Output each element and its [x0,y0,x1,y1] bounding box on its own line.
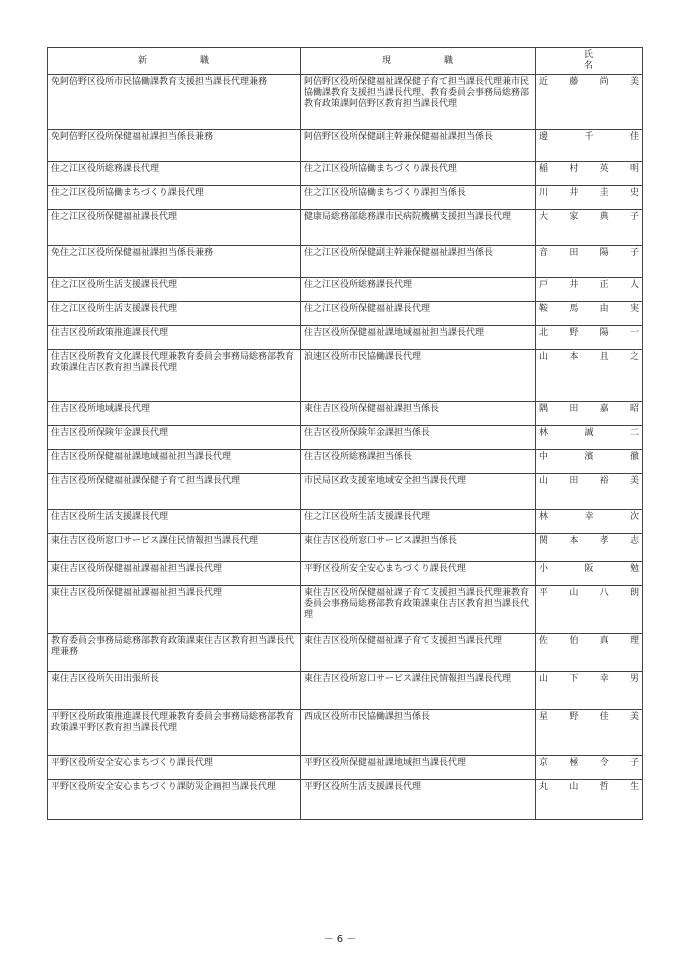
name-char: 平 [539,588,549,598]
new-post-cell: 住吉区役所教育文化課長代理兼教育委員会事務局総務部教育政策課住吉区教育担当課長代理 [48,350,301,402]
name-char: 美 [629,476,639,486]
person-name [539,132,639,143]
person-name [539,164,639,175]
name-char: 志 [629,536,639,546]
table-row [48,534,643,562]
header-current-post: 現 職 [301,48,536,75]
name-char: 近 [539,77,549,87]
new-post-cell: 住吉区役所地域課長代理 [48,402,301,426]
name-char: 山 [569,782,579,792]
person-name [539,782,639,793]
current-post-cell: 平野区役所安全安心まちづくり課長代理 [301,562,536,586]
new-post-cell: 教育委員会事務局総務部教育政策課東住吉区教育担当課長代理兼務 [48,634,301,672]
name-char: 子 [629,758,639,768]
person-name [539,674,639,685]
name-char: 鞍 [539,304,549,314]
current-post-cell: 東住吉区役所保健福祉課子育て支援担当課長代理兼教育委員会事務局総務部教育政策課東住吉区教育担当課長代理 [301,586,536,634]
name-char: 実 [629,304,639,314]
name-char: 孝 [599,536,609,546]
table-row [48,450,643,474]
current-post-cell: 市民局区政支援室地域安全担当課長代理 [301,474,536,510]
name-char: 邊 [539,132,549,142]
new-post-cell: 東住吉区役所保健福祉課福祉担当課長代理 [48,562,301,586]
name-char: 圭 [599,188,609,198]
current-post-cell: 住之江区役所生活支援課長代理 [301,510,536,534]
name-char: 生 [629,782,639,792]
page-number: － 6 － [323,934,357,945]
personnel-table [47,47,647,820]
name-char: 野 [569,328,579,338]
name-char: 京 [539,758,549,768]
table-row [48,402,643,426]
person-name [539,758,639,769]
person-name [539,248,639,259]
name-char: 林 [539,512,549,522]
name-char: 昭 [629,404,639,414]
current-post-cell: 平野区役所生活支援課長代理 [301,780,536,820]
header-name: 氏 名 [536,48,643,75]
new-post-cell: 住之江区役所生活支援課長代理 [48,302,301,326]
name-char: 幸 [584,512,594,522]
table-row [48,278,643,302]
name-cell [536,780,643,820]
name-char: 誠 [584,428,594,438]
new-post-cell: 住吉区役所保健福祉課保健子育て担当課長代理 [48,474,301,510]
person-name [539,328,639,339]
new-post-cell: 住吉区役所保険年金課長代理 [48,426,301,450]
current-post-cell: 住之江区役所保健副主幹兼保健福祉課担当係長 [301,246,536,278]
person-name [539,636,639,647]
name-cell [536,586,643,634]
name-char: 英 [599,164,609,174]
current-post-cell: 住之江区役所保健福祉課長代理 [301,302,536,326]
name-char: 千 [584,132,594,142]
name-cell [536,756,643,780]
name-cell [536,474,643,510]
table-row [48,586,643,634]
name-char: 濱 [584,452,594,462]
name-cell [536,450,643,474]
table-row [48,426,643,450]
table-row [48,780,643,820]
name-char: 由 [599,304,609,314]
current-post-cell: 平野区役所保健福祉課地域担当課長代理 [301,756,536,780]
table-row [48,562,643,586]
name-char: 勉 [629,564,639,574]
table-row [48,474,643,510]
name-cell [536,75,643,130]
person-name [539,564,639,575]
person-name [539,512,639,523]
table-body [48,75,643,820]
name-char: 林 [539,428,549,438]
table-row [48,710,643,756]
name-char: 丸 [539,782,549,792]
table-row [48,756,643,780]
name-char: 山 [569,588,579,598]
name-cell [536,534,643,562]
name-char: 典 [599,212,609,222]
name-char: 哲 [599,782,609,792]
name-char: 陽 [599,328,609,338]
name-char: 野 [569,712,579,722]
person-name [539,212,639,223]
name-cell [536,302,643,326]
name-char: 人 [629,280,639,290]
name-char: 星 [539,712,549,722]
name-char: 男 [629,674,639,684]
name-char: 音 [539,248,549,258]
current-post-cell: 住吉区役所保険年金課担当係長 [301,426,536,450]
person-name [539,452,639,463]
name-char: 美 [629,77,639,87]
name-char: 下 [569,674,579,684]
new-post-cell: 住吉区役所政策推進課長代理 [48,326,301,350]
table-row [48,75,643,130]
name-char: 二 [629,428,639,438]
current-post-cell: 住之江区役所協働まちづくり課長代理 [301,162,536,186]
new-post-cell: 東住吉区役所矢田出張所長 [48,672,301,710]
name-char: 史 [629,188,639,198]
name-cell [536,634,643,672]
name-char: 関 [539,536,549,546]
name-char: 藤 [569,77,579,87]
name-cell [536,672,643,710]
name-char: 井 [569,188,579,198]
name-char: 阪 [584,564,594,574]
name-char: 本 [569,352,579,362]
new-post-cell: 平野区役所安全安心まちづくり課防災企画担当課長代理 [48,780,301,820]
person-name [539,428,639,439]
table-row [48,510,643,534]
name-char: 朗 [629,588,639,598]
name-cell [536,562,643,586]
person-name [539,588,639,599]
person-name [539,280,639,291]
new-post-cell: 東住吉区役所保健福祉課福祉担当課長代理 [48,586,301,634]
name-char: 佳 [629,132,639,142]
name-char: 山 [539,674,549,684]
name-char: 子 [629,248,639,258]
name-cell [536,402,643,426]
name-cell [536,246,643,278]
current-post-cell: 東住吉区役所保健福祉課担当係長 [301,402,536,426]
name-cell [536,510,643,534]
name-char: 明 [629,164,639,174]
name-char: 正 [599,280,609,290]
table-row [48,634,643,672]
name-char: 極 [569,758,579,768]
current-post-cell: 浪速区役所市民協働課長代理 [301,350,536,402]
name-char: 北 [539,328,549,338]
name-cell [536,326,643,350]
person-name [539,77,639,88]
name-char: 子 [629,212,639,222]
name-char: 佐 [539,636,549,646]
new-post-cell: 免阿倍野区役所市民協働課教育支援担当課長代理兼務 [48,75,301,130]
new-post-cell: 平野区役所政策推進課長代理兼教育委員会事務局総務部教育政策課平野区教育担当課長代理 [48,710,301,756]
name-cell [536,278,643,302]
new-post-cell: 免阿倍野区役所保健福祉課担当係長兼務 [48,130,301,162]
person-name [539,404,639,415]
name-char: 真 [599,636,609,646]
current-post-cell: 住吉区役所保健福祉課地域福祉担当課長代理 [301,326,536,350]
name-char: 裕 [599,476,609,486]
name-cell [536,186,643,210]
name-char: 嘉 [599,404,609,414]
name-char: 八 [599,588,609,598]
person-name [539,536,639,547]
name-char: 山 [539,352,549,362]
table-row [48,302,643,326]
table-row [48,186,643,210]
name-char: 稲 [539,164,549,174]
name-char: 尚 [599,77,609,87]
name-cell [536,710,643,756]
header-row [48,48,643,75]
current-post-cell: 住之江区役所協働まちづくり課担当係長 [301,186,536,210]
name-char: 次 [629,512,639,522]
header-new-post: 新 職 [48,48,301,75]
current-post-cell: 住吉区役所総務課担当係長 [301,450,536,474]
current-post-cell: 阿倍野区役所保健副主幹兼保健福祉課担当係長 [301,130,536,162]
table-row [48,210,643,246]
name-char: 令 [599,758,609,768]
person-name [539,712,639,723]
name-char: 且 [599,352,609,362]
name-cell [536,210,643,246]
new-post-cell: 平野区役所安全安心まちづくり課長代理 [48,756,301,780]
new-post-cell: 住之江区役所保健福祉課長代理 [48,210,301,246]
new-post-cell: 住之江区役所協働まちづくり課長代理 [48,186,301,210]
name-char: 戸 [539,280,549,290]
person-name [539,476,639,487]
name-char: 田 [569,404,579,414]
current-post-cell: 住之江区役所総務課長代理 [301,278,536,302]
new-post-cell: 住吉区役所保健福祉課地域福祉担当課長代理 [48,450,301,474]
name-char: 家 [569,212,579,222]
table-row [48,350,643,402]
table-row [48,130,643,162]
name-char: 理 [629,636,639,646]
name-char: 本 [569,536,579,546]
new-post-cell: 住之江区役所生活支援課長代理 [48,278,301,302]
person-name [539,188,639,199]
name-char: 井 [569,280,579,290]
current-post-cell: 健康局総務部総務課市民病院機構支援担当課長代理 [301,210,536,246]
table-row [48,672,643,710]
table-row [48,246,643,278]
new-post-cell: 免住之江区役所保健福祉課担当係長兼務 [48,246,301,278]
name-char: 田 [569,248,579,258]
new-post-cell: 東住吉区役所窓口サービス課住民情報担当課長代理 [48,534,301,562]
table-row [48,326,643,350]
name-char: 馬 [569,304,579,314]
name-char: 小 [539,564,549,574]
current-post-cell: 阿倍野区役所保健福祉課保健子育て担当課長代理兼市民協働課教育支援担当課長代理、教育委員会事務局総務部教育政策課阿倍野区教育担当課長代理 [301,75,536,130]
name-char: 田 [569,476,579,486]
name-char: 山 [539,476,549,486]
name-cell [536,426,643,450]
name-cell [536,350,643,402]
name-char: 大 [539,212,549,222]
current-post-cell: 東住吉区役所保健福祉課子育て支援担当課長代理 [301,634,536,672]
name-char: 村 [569,164,579,174]
name-cell [536,162,643,186]
name-char: 徹 [629,452,639,462]
name-char: 幸 [599,674,609,684]
name-char: 伯 [569,636,579,646]
name-char: 美 [629,712,639,722]
name-char: 佳 [599,712,609,722]
new-post-cell: 住之江区役所総務課長代理 [48,162,301,186]
person-name [539,304,639,315]
person-name [539,352,639,363]
name-char: 一 [629,328,639,338]
current-post-cell: 西成区役所市民協働課担当係長 [301,710,536,756]
name-char: 之 [629,352,639,362]
name-char: 隅 [539,404,549,414]
new-post-cell: 住吉区役所生活支援課長代理 [48,510,301,534]
current-post-cell: 東住吉区役所窓口サービス課住民情報担当課長代理 [301,672,536,710]
table-row [48,162,643,186]
name-char: 中 [539,452,549,462]
name-char: 陽 [599,248,609,258]
current-post-cell: 東住吉区役所窓口サービス課担当係長 [301,534,536,562]
name-char: 川 [539,188,549,198]
name-cell [536,130,643,162]
